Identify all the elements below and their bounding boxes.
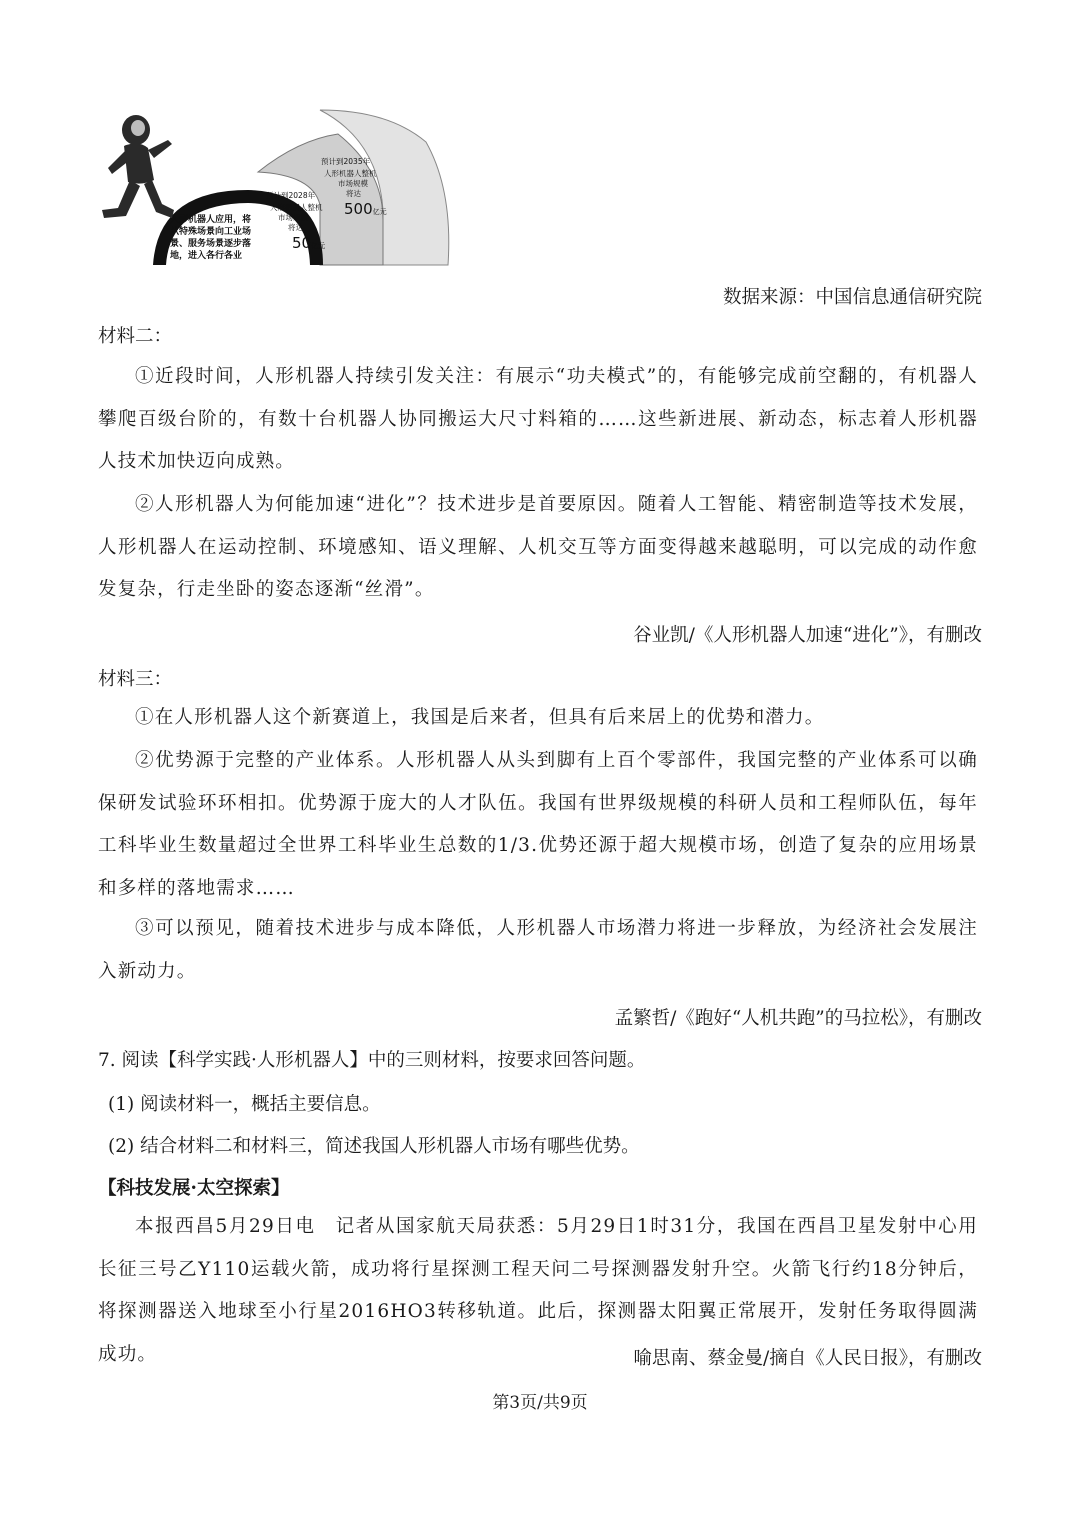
svg-text:人形机器人应用，将 从特殊场景向工业场: 人形机器人应用，将 从特殊场景向工业场 景、服务场景逐步落 地，进入各行各业 bbox=[170, 215, 252, 261]
page-number: 第3页/共9页 bbox=[492, 1393, 588, 1413]
material2-title: 材料二： bbox=[98, 326, 173, 347]
space-para-1: 本报西昌5月29日电 记者从国家航天局获悉：5月29日1时31分，我国在西昌卫星发射中心用长征三号乙Y110运载火箭，成功将行星探测工程天问二号探测器发射升空。火箭飞行约18分钟后，将探测器送入地球至小行星2016HO3转移轨道。此后，探测器太阳翼正常展开，发射任务取得圆满成功。 bbox=[98, 1216, 978, 1365]
material2-credit: 谷业凯/《人形机器人加速“进化”》，有删改 bbox=[633, 625, 982, 646]
svg-text:人形机器人整机 市场规模 将达: 人形机器人整机 市场规模 将达 bbox=[324, 169, 377, 198]
market-figure bbox=[98, 100, 458, 270]
market-fan-chart bbox=[98, 100, 458, 270]
question-7-sub-1: (1) 阅读材料一，概括主要信息。 bbox=[108, 1094, 381, 1115]
material3-title: 材料三： bbox=[98, 669, 173, 690]
band2028-tag: 预计到2028年 bbox=[266, 191, 316, 200]
band2035-amount: 500亿元 bbox=[344, 200, 387, 218]
figure-source: 数据来源：中国信息通信研究院 bbox=[722, 287, 982, 308]
material3-para-1: ①在人形机器人这个新赛道上，我国是后来者，但具有后来居上的优势和潜力。 bbox=[135, 707, 825, 728]
material3-para-3: ③可以预见，随着技术进步与成本降低，人形机器人市场潜力将进一步释放，为经济社会发展注入新动力。 bbox=[98, 918, 978, 982]
question-7-stem: 7. 阅读【科学实践·人形机器人】中的三则材料，按要求回答问题。 bbox=[98, 1050, 646, 1071]
space-credit: 喻思南、蔡金曼/摘自《人民日报》，有删改 bbox=[633, 1348, 982, 1369]
running-robot-icon bbox=[102, 115, 174, 218]
material2-para-2: ②人形机器人为何能加速“进化”？技术进步是首要原因。随着人工智能、精密制造等技术发展，人形机器人在运动控制、环境感知、语义理解、人机交互等方面变得越来越聪明，可以完成的动作愈发复杂，行走坐卧的姿态逐渐“丝滑”。 bbox=[98, 494, 978, 600]
space-heading: 【科技发展·太空探索】 bbox=[98, 1178, 290, 1199]
svg-text:人形机器人整机 市场规模 将达: 人形机器人整机 市场规模 将达 bbox=[270, 203, 323, 232]
question-7-sub-2: (2) 结合材料二和材料三，简述我国人形机器人市场有哪些优势。 bbox=[108, 1136, 640, 1157]
material2-para-1: ①近段时间，人形机器人持续引发关注：有展示“功夫模式”的，有能够完成前空翻的，有机器人攀爬百级台阶的，有数十台机器人协同搬运大尺寸料箱的……这些新进展、新动态，标志着人形机器人技术加快迈向成熟。 bbox=[98, 366, 978, 472]
band2028-amount: 50亿元 bbox=[292, 234, 326, 252]
band2035-tag: 预计到2035年 bbox=[321, 157, 371, 166]
material3-para-2: ②优势源于完整的产业体系。人形机器人从头到脚有上百个零部件，我国完整的产业体系可以确保研发试验环环相扣。优势源于庞大的人才队伍。我国有世界级规模的科研人员和工程师队伍，每年工科毕业生数量超过全世界工科毕业生总数的1/3.优势还源于超大规模市场，创造了复杂的应用场景和多样的落地需求…… bbox=[98, 750, 978, 899]
material3-credit: 孟繁哲/《跑好“人机共跑”的马拉松》，有删改 bbox=[614, 1008, 982, 1029]
